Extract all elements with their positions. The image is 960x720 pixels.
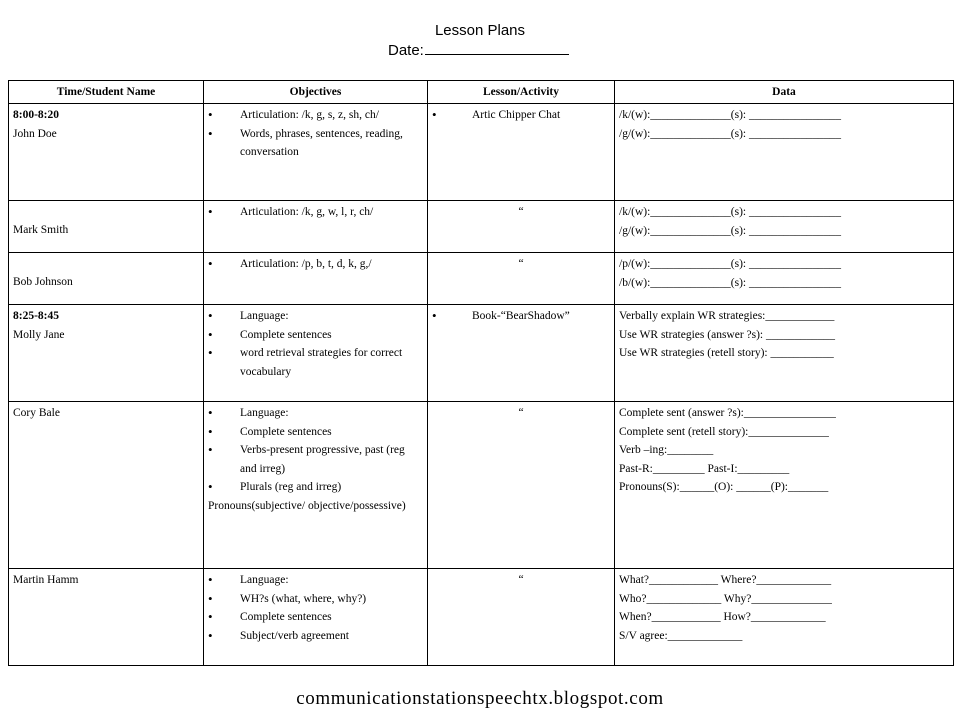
ditto-mark: “ xyxy=(518,407,524,419)
lesson-activity: • Artic Chipper Chat xyxy=(432,106,610,125)
objectives-cell xyxy=(204,305,428,402)
data-cell xyxy=(615,305,954,402)
data-line: /k/(w):______________(s): ________________ xyxy=(619,109,842,121)
objective-extra: Pronouns(subjective/ objective/possessive) xyxy=(208,499,406,512)
data-line: Who?_____________ Why?______________ xyxy=(619,592,832,605)
data-line: /g/(w):______________(s): ________________ xyxy=(619,224,842,237)
lesson-cell xyxy=(428,569,615,666)
time-student-cell xyxy=(9,253,204,305)
data-line: Use WR strategies (answer ?s): ____________ xyxy=(619,328,836,341)
lesson-activity: • Book-“BearShadow” xyxy=(432,307,610,326)
ditto-mark: “ xyxy=(518,206,524,218)
objective-item: • Plurals (reg and irreg) xyxy=(208,478,423,497)
objective-item: • Language: xyxy=(208,404,423,423)
date-label: Date: xyxy=(388,42,424,59)
table-row xyxy=(9,569,954,666)
table-header-row xyxy=(9,81,954,104)
time-student-cell xyxy=(9,305,204,402)
data-line: Past-R:_________ Past-I:_________ xyxy=(619,462,790,475)
data-line: What?____________ Where?_____________ xyxy=(619,574,832,586)
data-line: Pronouns(S):______(O): ______(P):_______ xyxy=(619,481,829,493)
data-line: Use WR strategies (retell story): ___________ xyxy=(619,347,834,359)
data-cell xyxy=(615,201,954,253)
student-name: Bob Johnson xyxy=(13,276,73,288)
footer-url: communicationstationspeechtx.blogspot.com xyxy=(296,688,664,709)
lesson-cell xyxy=(428,305,615,402)
objectives-cell xyxy=(204,201,428,253)
objective-item: • Subject/verb agreement xyxy=(208,627,423,646)
time-student-cell xyxy=(9,569,204,666)
objective-item: • Words, phrases, sentences, reading, conversation xyxy=(208,125,423,162)
table-row xyxy=(9,402,954,569)
data-line: S/V agree:_____________ xyxy=(619,629,743,642)
time-slot: 8:25-8:45 xyxy=(13,310,59,322)
objective-item: • Language: xyxy=(208,571,423,590)
lesson-cell xyxy=(428,104,615,201)
data-cell xyxy=(615,253,954,305)
lesson-cell xyxy=(428,253,615,305)
student-name: John Doe xyxy=(13,127,57,140)
time-student-cell xyxy=(9,402,204,569)
ditto-mark: “ xyxy=(518,258,524,270)
data-line: Complete sent (retell story):______________ xyxy=(619,425,829,438)
table-row xyxy=(9,104,954,201)
data-line: Verbally explain WR strategies:____________ xyxy=(619,310,835,322)
lesson-cell xyxy=(428,201,615,253)
data-line: /g/(w):______________(s): ________________ xyxy=(619,127,842,140)
objective-item: • Verbs-present progressive, past (reg and irreg) xyxy=(208,441,423,478)
data-cell xyxy=(615,402,954,569)
table-row xyxy=(9,305,954,402)
objective-item: • Complete sentences xyxy=(208,326,423,345)
data-cell xyxy=(615,104,954,201)
header-data: Data xyxy=(615,81,954,104)
data-line: /b/(w):______________(s): ________________ xyxy=(619,276,842,289)
data-line: Complete sent (answer ?s):________________ xyxy=(619,407,836,419)
data-line: /p/(w):______________(s): ________________ xyxy=(619,258,842,270)
lesson-cell xyxy=(428,402,615,569)
header-lesson-activity: Lesson/Activity xyxy=(428,81,615,104)
time-student-cell xyxy=(9,104,204,201)
header-objectives: Objectives xyxy=(204,81,428,104)
table-row xyxy=(9,253,954,305)
header-time-student: Time/Student Name xyxy=(9,81,204,104)
objective-item: • WH?s (what, where, why?) xyxy=(208,590,423,609)
objective-item: • Articulation: /k, g, w, l, r, ch/ xyxy=(208,203,423,222)
objective-item: • Articulation: /k, g, s, z, sh, ch/ xyxy=(208,106,423,125)
data-line: When?____________ How?_____________ xyxy=(619,611,826,623)
objectives-cell xyxy=(204,569,428,666)
data-line: /k/(w):______________(s): ________________ xyxy=(619,206,842,218)
data-cell xyxy=(615,569,954,666)
time-slot: 8:00-8:20 xyxy=(13,109,59,121)
student-name: Cory Bale xyxy=(13,407,60,419)
objective-item: • Articulation: /p, b, t, d, k, g,/ xyxy=(208,255,423,274)
ditto-mark: “ xyxy=(518,574,524,586)
data-line: Verb –ing:________ xyxy=(619,444,714,456)
date-field xyxy=(388,40,569,61)
date-blank-line xyxy=(425,40,569,55)
objective-item: • Complete sentences xyxy=(208,423,423,442)
time-student-cell xyxy=(9,201,204,253)
objectives-cell xyxy=(204,402,428,569)
student-name: Mark Smith xyxy=(13,224,69,236)
objective-item: • Complete sentences xyxy=(208,608,423,627)
objective-item: • word retrieval strategies for correct vocabulary xyxy=(208,344,423,381)
objective-item: • Language: xyxy=(208,307,423,326)
student-name: Martin Hamm xyxy=(13,574,79,586)
objectives-cell xyxy=(204,104,428,201)
objectives-cell xyxy=(204,253,428,305)
table-row xyxy=(9,201,954,253)
page-title: Lesson Plans xyxy=(434,22,526,39)
student-name: Molly Jane xyxy=(13,328,65,341)
lesson-plan-table xyxy=(8,80,954,666)
